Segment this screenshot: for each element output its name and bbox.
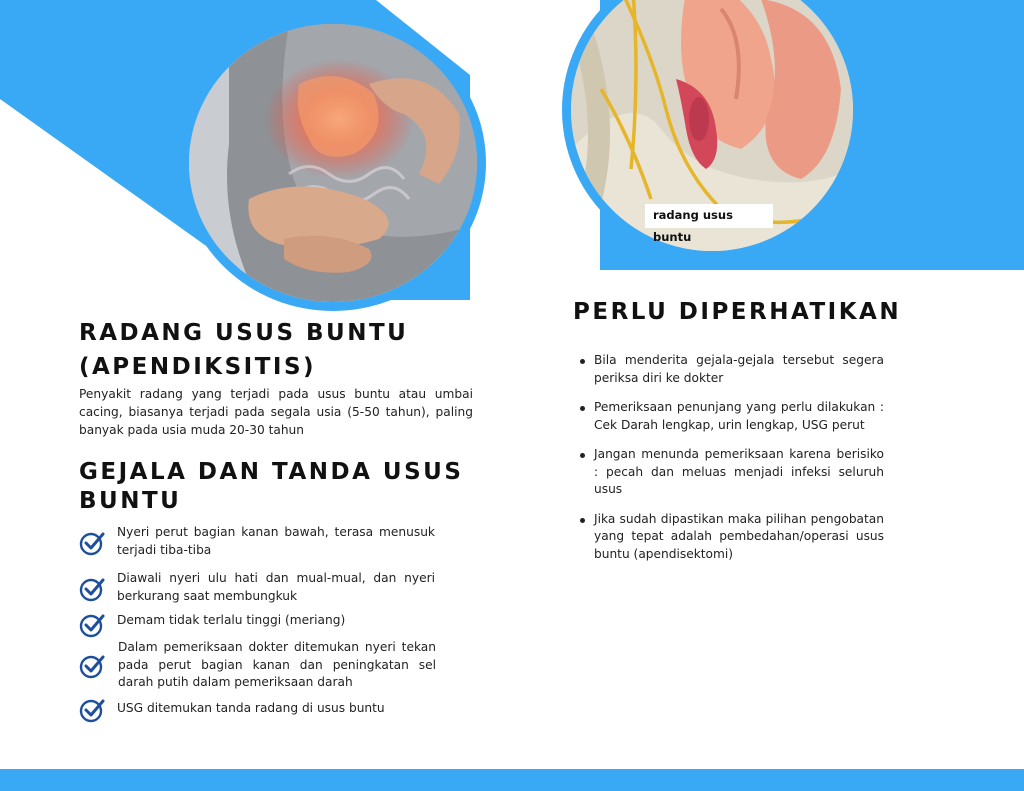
list-item-text: Pemeriksaan penunjang yang perlu dilakukan : Cek Darah lengkap, urin lengkap, USG perut — [594, 400, 884, 432]
bottom-accent-bar — [0, 769, 1024, 791]
list-item-text: Jangan menunda pemeriksaan karena berisiko : pecah dan meluas menjadi infeksi seluruh usus — [594, 447, 884, 496]
symptom-text: USG ditemukan tanda radang di usus buntu — [117, 701, 385, 715]
symptom-text: Diawali nyeri ulu hati dan mual-mual, dan nyeri berkurang saat membungkuk — [117, 571, 435, 603]
attention-title: PERLU DIPERHATIKAN — [573, 299, 902, 325]
check-circle-icon — [79, 612, 105, 638]
bullet-dot — [580, 359, 585, 364]
symptom-text: Demam tidak terlalu tinggi (meriang) — [117, 613, 346, 627]
list-item — [578, 446, 884, 499]
list-item — [578, 511, 884, 564]
check-circle-icon — [79, 697, 105, 723]
bullet-dot — [580, 453, 585, 458]
abdominal-pain-photo — [180, 15, 486, 311]
symptom-text: Nyeri perut bagian kanan bawah, terasa menusuk terjadi tiba-tiba — [117, 525, 435, 557]
check-circle-icon — [79, 530, 105, 556]
check-circle-icon — [79, 576, 105, 602]
symptoms-title: GEJALA DAN TANDA USUS BUNTU — [79, 459, 464, 514]
image-caption: radang usus buntu — [645, 204, 773, 228]
list-item — [578, 399, 884, 434]
intro-paragraph: Penyakit radang yang terjadi pada usus buntu atau umbai cacing, biasanya terjadi pada segala usia (5-50 tahun), paling banyak pada usia muda 20-30 tahun — [79, 387, 473, 437]
main-title: RADANG USUS BUNTU (APENDIKSITIS) — [79, 320, 409, 380]
attention-list — [578, 352, 884, 575]
check-circle-icon — [79, 653, 105, 679]
bullet-dot — [580, 406, 585, 411]
symptom-text: Dalam pemeriksaan dokter ditemukan nyeri tekan pada perut bagian kanan dan peningkatan sel darah putih dalam pemeriksaan darah — [118, 640, 436, 689]
list-item-text: Jika sudah dipastikan maka pilihan pengobatan yang tepat adalah pembedahan/operasi usus buntu (apendisektomi) — [594, 511, 884, 561]
bullet-dot — [580, 518, 585, 523]
list-item-text: Bila menderita gejala-gejala tersebut segera periksa diri ke dokter — [594, 353, 884, 385]
list-item — [578, 352, 884, 387]
